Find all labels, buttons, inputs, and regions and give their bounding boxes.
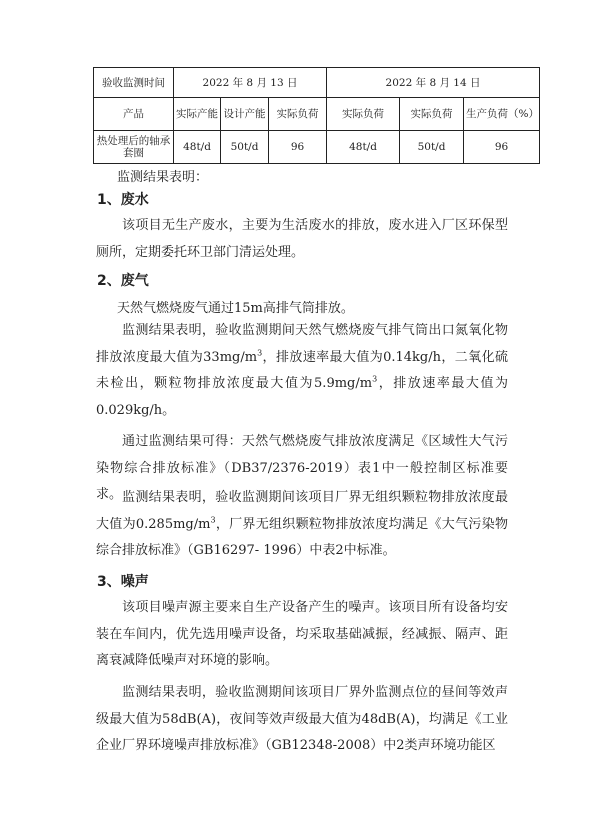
exhaust-intro: 天然气燃烧废气通过15m高排气筒排放。 (117, 301, 354, 316)
wastewater-paragraph: 该项目无生产废水，主要为生活废水的排放，废水进入厂区环保型厕所，定期委托环卫部门清运处理。 (96, 218, 508, 260)
table-cell: 50t/d (221, 131, 269, 164)
section-heading-exhaust: 2、废气 (97, 273, 149, 289)
text-span: ，厂界无组织颗粒物排放浓度均满足《大气污染物综合排放标准》（GB16297- 1996）中表2中标准。 (96, 516, 508, 559)
header-cell: 生产负荷（%） (464, 98, 540, 131)
table-cell: 96 (269, 131, 327, 164)
noise-paragraph-2: 监测结果表明，验收监测期间该项目厂界外监测点位的昼间等效声级最大值为58dB(A)，夜间等效声级最大值为48dB(A)，均满足《工业企业厂界环境噪声排放标准》（GB12348-2008）中2类声环境功能区 (96, 685, 508, 754)
section-heading-noise: 3、噪声 (97, 574, 149, 590)
header-cell: 设计产能 (221, 98, 269, 131)
header-cell: 实际负荷 (400, 98, 464, 131)
exhaust-paragraph-3 (96, 485, 508, 565)
text-span: 监测结果表明，验收监测期间天然气燃烧废气排气筒出口氮氧化物排放浓度最大值为33mg/m (96, 323, 508, 365)
noise-paragraph-1: 该项目噪声源主要来自生产设备产生的噪声。该项目所有设备均安装在车间内，优先选用噪声设备，均采取基础减振，经减振、隔声、距离衰减降低噪声对环境的影响。 (96, 600, 508, 669)
header-cell: 实际产能 (174, 98, 221, 131)
date1-cell: 2022 年 8 月 13 日 (174, 68, 327, 98)
superscript: 3 (257, 348, 263, 358)
header-cell: 实际负荷 (327, 98, 400, 131)
text-span: ，排放速率最大值为0.029kg/h。 (96, 376, 508, 418)
text-span: 监测结果表明，验收监测期间该项目厂界无组织颗粒物排放浓度最大值为0.285mg/m (96, 490, 508, 532)
table-cell: 48t/d (174, 131, 221, 164)
period-label-cell: 验收监测时间 (94, 68, 174, 98)
superscript: 3 (372, 374, 378, 384)
exhaust-paragraph-1 (96, 318, 508, 424)
table-cell: 50t/d (400, 131, 464, 164)
text-span: ，排放速率最大值为0.14kg/h，二氧化硫未检出，颗粒物排放浓度最大值为5.9mg/m (96, 349, 508, 392)
production-table (93, 67, 540, 164)
header-cell: 实际负荷 (269, 98, 327, 131)
date2-cell: 2022 年 8 月 14 日 (327, 68, 540, 98)
table-cell: 热处理后的轴承套圈 (94, 131, 174, 164)
superscript: 3 (210, 515, 216, 525)
table-cell: 48t/d (327, 131, 400, 164)
table-cell: 96 (464, 131, 540, 164)
results-lead: 监测结果表明： (117, 170, 209, 185)
exhaust-paragraph-2: 通过监测结果可得：天然气燃烧废气排放浓度满足《区域性大气污染物综合排放标准》（DB37/2376-2019）表1中一般控制区标准要求。 (96, 434, 508, 503)
header-cell: 产品 (94, 98, 174, 131)
section-heading-wastewater: 1、废水 (97, 192, 149, 208)
